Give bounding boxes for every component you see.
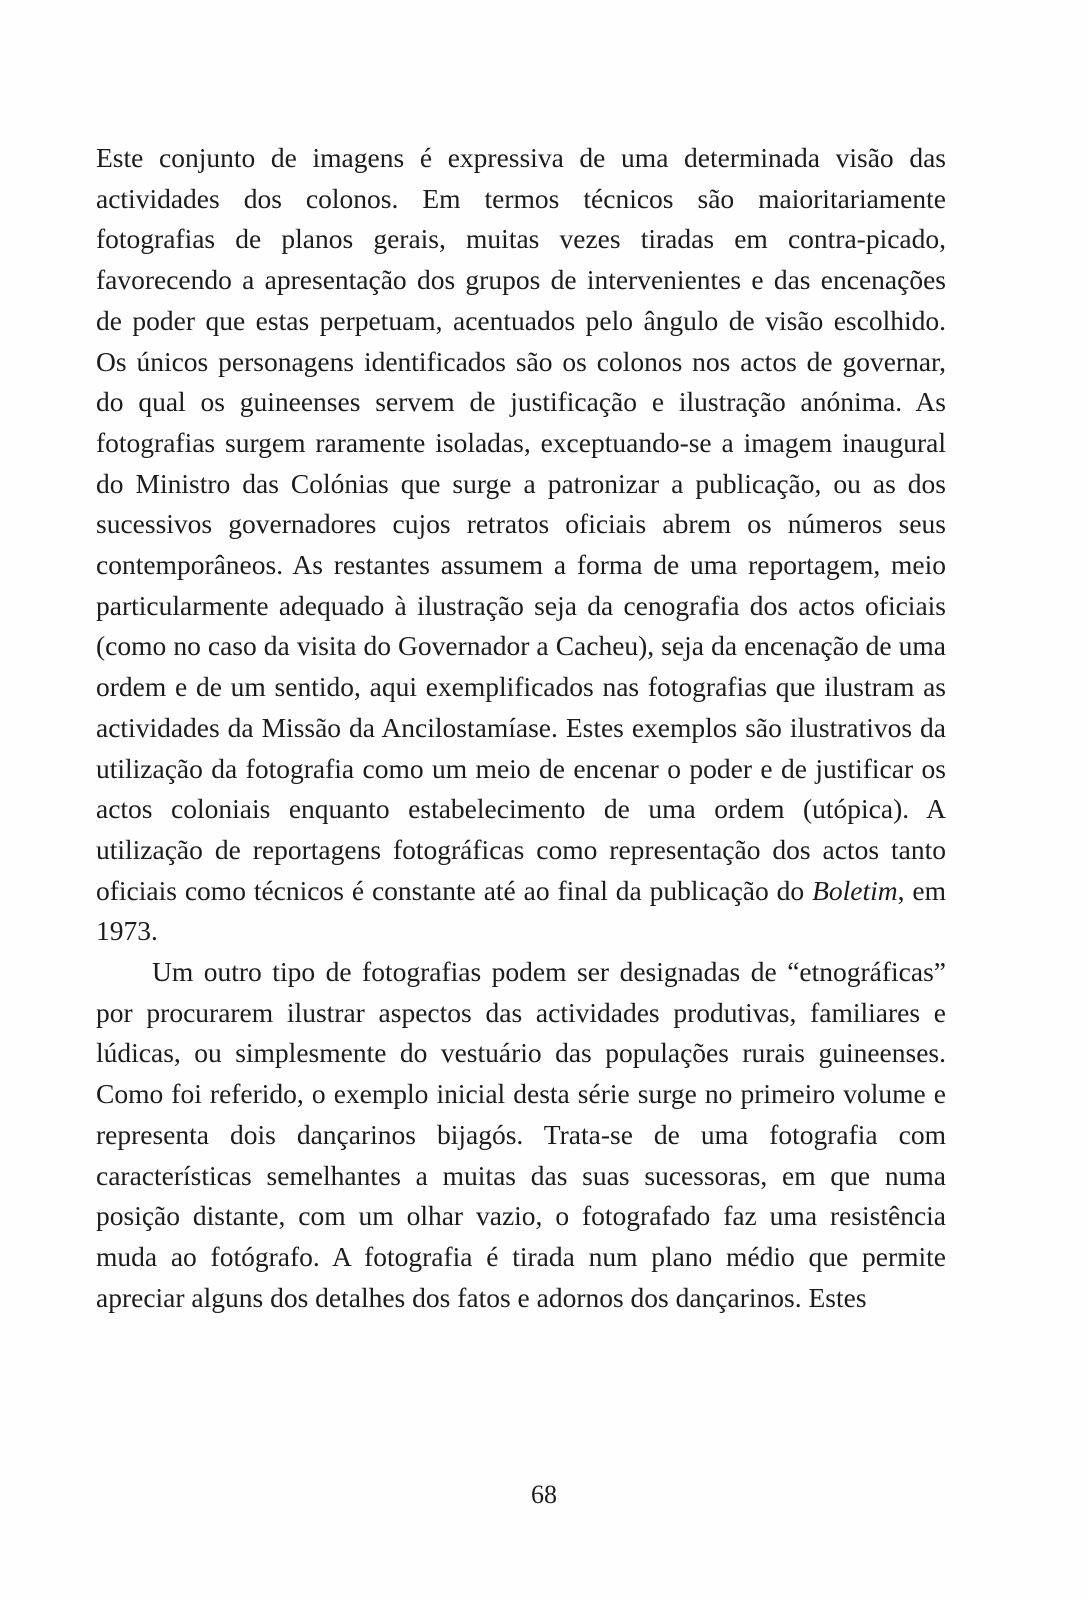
body-text — [96, 138, 946, 1318]
paragraph-2-text: Um outro tipo de fotografias podem ser designadas de “etnográficas” por procurarem ilustrar aspectos das actividades produtivas, familiares e lúdicas, ou simplesmente do vestuário das populações rurais guineenses. Como foi referido, o exemplo inicial desta série surge no primeiro volume e representa dois dançarinos bijagós. Trata-se de uma fotografia com características semelhantes a muitas das suas sucessoras, em que numa posição distante, com um olhar vazio, o fotografado faz uma resistência muda ao fotógrafo. A fotografia é tirada num plano médio que permite apreciar alguns dos detalhes dos fatos e adornos dos dançarinos. Estes — [96, 956, 946, 1313]
page-number: 68 — [531, 1480, 557, 1509]
paragraph-1 — [96, 138, 946, 952]
paragraph-2 — [96, 952, 946, 1318]
paragraph-1-ending: , em 1973. — [96, 874, 946, 947]
paragraph-1-text: Este conjunto de imagens é expressiva de uma determinada visão das actividades dos colonos. Em termos técnicos são maioritariamente fotografias de planos gerais, muitas vezes tiradas em contra-picado, favorecendo a apresentação dos grupos de intervenientes e das encenações de poder que estas perpetuam, acentuados pelo ângulo de visão escolhido. Os únicos personagens identificados são os colonos nos actos de governar, do qual os guineenses servem de justificação e ilustração anónima. As fotografias surgem raramente isoladas, exceptuando-se a imagem inaugural do Ministro das Colónias que surge a patronizar a publicação, ou as dos sucessivos governadores cujos retratos oficiais abrem os números seus contemporâneos. As restantes assumem a forma de uma reportagem, meio particularmente adequado à ilustração seja da cenografia dos actos oficiais (como no caso da visita do Governador a Cacheu), seja da encenação de uma ordem e de um sentido, aqui exemplificados nas fotografias que ilustram as actividades da Missão da Ancilostamíase. Estes exemplos são ilustrativos da utilização da fotografia como um meio de encenar o poder e de justificar os actos coloniais enquanto estabelecimento de uma ordem (utópica). A utilização de reportagens fotográficas como representação dos actos tanto oficiais como técnicos é constante até ao final da publicação do — [96, 142, 946, 906]
publication-title: Boletim — [812, 874, 898, 906]
